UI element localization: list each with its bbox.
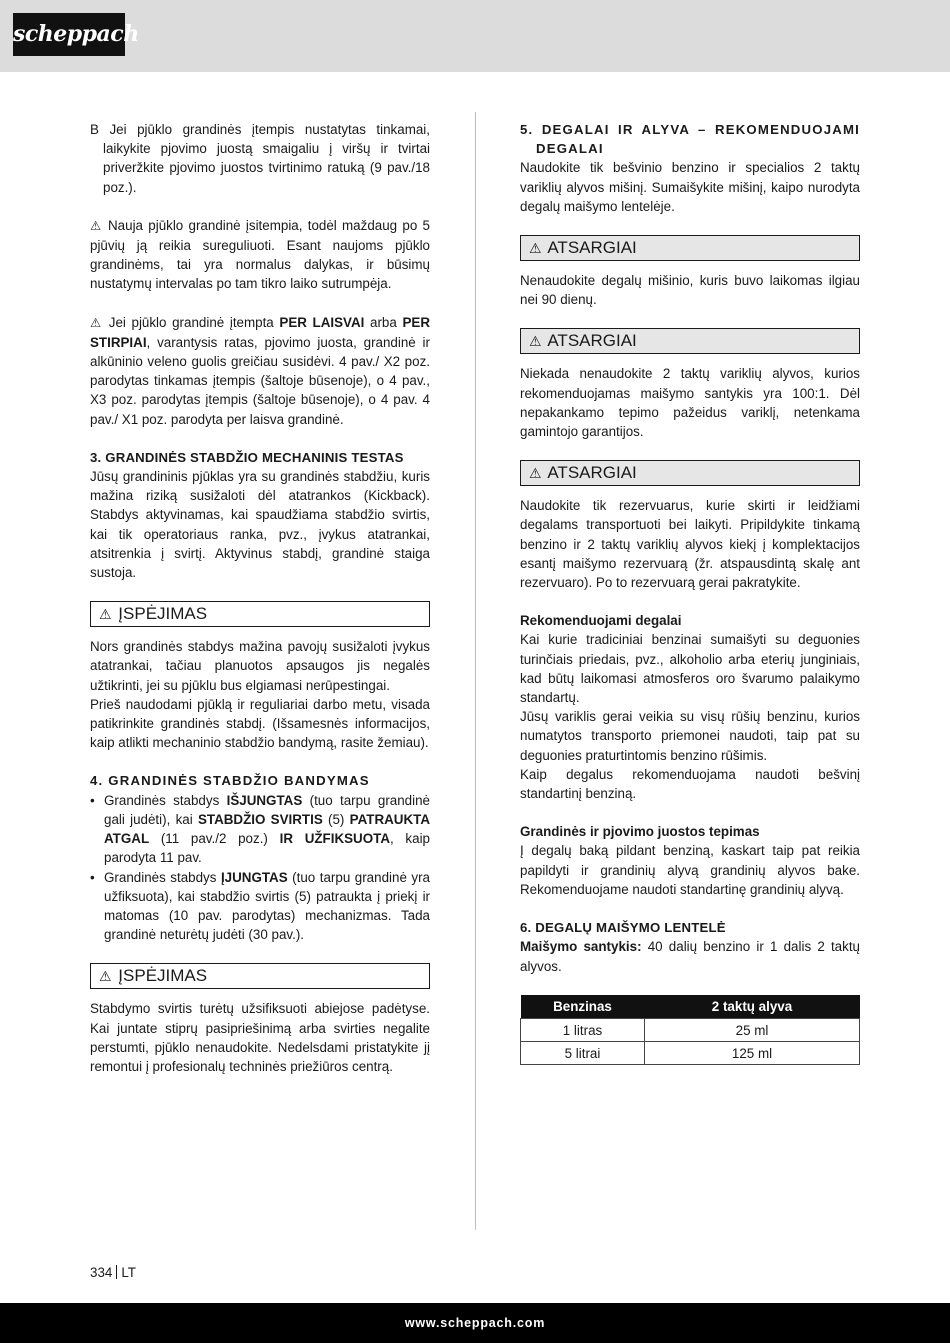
scheppach-logo: scheppach [13, 13, 125, 56]
section-6-title: 6. DEGALŲ MAIŠYMO LENTELĖ [520, 920, 726, 936]
warning-box-1 [90, 601, 430, 627]
warning-2-body: Stabdymo svirtis turėtų užsifiksuoti abiejose padėtyse. Kai juntate stiprų pasipriešinimą arba svirties negalite perstumti, pjūklo nenaudokite. Nedelsdami pristatykite jį remontui į profesionalų techninės priežiūros centrą. [90, 1001, 430, 1074]
language-code: LT [121, 1265, 136, 1280]
section-5-body: Naudokite tik bešvinio benzino ir specialios 2 taktų variklių alyvos mišinį. Sumaišykite mišinį, kaipo nurodyta degalų maišymo lentelėje. [520, 160, 860, 214]
page-number-separator [116, 1265, 117, 1279]
footer-url[interactable]: www.scheppach.com [404, 1316, 546, 1330]
list-text: Grandinės stabdys [104, 869, 221, 885]
caution-box-2 [520, 328, 860, 354]
fuel-body-2: Jūsų variklis gerai veikia su visų rūšių benzinu, kurios numatytos transporto priemonei naudoti, taip pat su deguonies praturtintomis benzino rūšimis. [520, 709, 860, 763]
warning-triangle-icon: ⚠ [90, 315, 104, 330]
section-4-title: 4. GRANDINĖS STABDŽIO BANDYMAS [90, 773, 370, 789]
note-tension-bold-2: PER STIRPIAI [90, 314, 430, 350]
table-row [521, 1019, 860, 1042]
list-text: , kaip parodyta 11 pav. [104, 831, 430, 866]
right-column [520, 120, 860, 1065]
warning-triangle-icon: ⚠ [529, 465, 542, 482]
warning-box-2 [90, 963, 430, 989]
caution-box-title: ATSARGIAI [547, 238, 637, 258]
note-tension [90, 313, 430, 429]
oil-subtitle: Grandinės ir pjovimo juostos tepimas [520, 824, 760, 840]
table-cell: 25 ml [645, 1019, 860, 1042]
caution-2-body: Niekada nenaudokite 2 taktų variklių alyvos, kurios rekomenduojamas maišymo santykis yra 100:1. Dėl nepakankamo tepimo pažeidus variklį, netenkama gamintojo garantijos. [520, 366, 860, 440]
mixing-table [520, 995, 860, 1066]
list-item [90, 868, 430, 945]
caution-box-title: ATSARGIAI [547, 463, 637, 483]
section-3-title: 3. GRANDINĖS STABDŽIO MECHANINIS TESTAS [90, 449, 404, 465]
warning-1-body-2: Prieš naudodami pjūklą ir reguliariai darbo metu, visada patikrinkite grandinės stabdį. (Išsamesnės informacijos, kaip atlikti mechaninio stabdžio bandymą, rasite žemiau). [90, 696, 430, 751]
fuel-body-1: Kai kurie tradiciniai benzinai sumaišyti su deguonies turinčiais priedais, pvz., alkoholio arba eterių junginiais, kad būtų laikomasi atmosferos oro švarumo palaikymo standartų. [520, 632, 860, 706]
note-tension-bold-1: PER LAISVAI [279, 314, 365, 330]
mix-ratio [520, 937, 860, 975]
section-5-title: 5. DEGALAI IR ALYVA – REKOMENDUOJAMI DEGALAI [520, 122, 860, 157]
section-4-list [90, 791, 430, 945]
caution-box-3 [520, 460, 860, 486]
list-text: (5) [322, 811, 350, 827]
caution-box-1 [520, 235, 860, 261]
table-cell: 1 litras [521, 1019, 645, 1042]
caution-3-body: Naudokite tik rezervuarus, kurie skirti ir leidžiami degalams transportuoti bei laikyti. Pripildykite tinkamą benzino ir 2 taktų variklių alyvos kiekį į komplektacijos esantį maišymo rezervuarą (žr. atspausdintą skalę ant rezervuaro). Po to rezervuarą gerai pakratykite. [520, 498, 860, 591]
table-row [521, 1042, 860, 1065]
left-column [90, 120, 430, 1076]
warning-box-title: ĮSPĖJIMAS [118, 604, 208, 624]
page-footer [0, 1303, 950, 1343]
list-bold: IR UŽFIKSUOTA [279, 831, 390, 847]
oil-body: Į degalų baką pildant benziną, kaskart taip pat reikia papildyti ir grandinių alyvą grandinių alyvos bake. Rekomenduojame naudoti standartinę grandinių alyvą. [520, 843, 860, 897]
warning-box-title: ĮSPĖJIMAS [118, 966, 208, 986]
warning-triangle-icon: ⚠ [99, 606, 112, 623]
list-text: (11 pav./2 poz.) [149, 831, 280, 847]
caution-1-body: Nenaudokite degalų mišinio, kuris buvo laikomas ilgiau nei 90 dienų. [520, 273, 860, 308]
table-cell: 5 litrai [521, 1042, 645, 1065]
list-item [90, 791, 430, 868]
list-text: Grandinės stabdys [104, 792, 227, 808]
note-new-chain [90, 216, 430, 294]
page-header [0, 0, 950, 72]
list-bold: PATRAUKTA ATGAL [104, 811, 430, 847]
page-number [90, 1265, 136, 1280]
list-bold: STABDŽIO SVIRTIS [197, 811, 323, 827]
warning-1-body-1: Nors grandinės stabdys mažina pavojų susižaloti įvykus atatrankai, tačiau planuotos apsaugos jis negalės užtikrinti, jei su pjūklu bus elgiamasi nerūpestingai. [90, 639, 430, 693]
section-3-body: Jūsų grandininis pjūklas yra su grandinės stabdžiu, kuris mažina riziką susižaloti dėl atatrankos (Kickback). Stabdys aktyvinamas, kai spaudžiama stabdžio svirtis, kai tik operatoriaus ranka, pvz., įvykus atatrankai, atsitrenkia į svirtį. Aktyvinus stabdį, grandinė staiga sustoja. [90, 469, 430, 581]
table-cell: 125 ml [645, 1042, 860, 1065]
note-tension-text: arba [364, 314, 403, 330]
warning-triangle-icon: ⚠ [529, 240, 542, 257]
warning-triangle-icon: ⚠ [529, 333, 542, 350]
fuel-subtitle: Rekomenduojami degalai [520, 613, 682, 629]
caution-box-title: ATSARGIAI [547, 331, 637, 351]
table-header-cell: 2 taktų alyva [645, 995, 860, 1019]
column-divider [475, 112, 476, 1230]
note-tension-text: Jei pjūklo grandinė įtempta [108, 314, 280, 330]
warning-triangle-icon: ⚠ [90, 218, 103, 233]
mix-ratio-text: 40 dalių benzino ir 1 dalis 2 taktų alyvos. [520, 939, 860, 974]
note-new-chain-text: Nauja pjūklo grandinė įsitempia, todėl maždaug po 5 pjūvių ją reikia sureguliuoti. Esant naujoms pjūklo grandinėms, tai yra normalus dalykas, ir būsimų nustatymų intervalas po tam tikro laiko sutrumpėja. [90, 217, 430, 292]
list-text: (tuo tarpu grandinė yra užfiksuota), kai stabdžio svirtis (5) patraukta į priekį ir matomas (10 pav. parodytas) mechanizmas. Tada grandinė neturėtų judėti (30 pav.). [104, 869, 431, 943]
list-bold: IŠJUNGTAS [226, 792, 303, 808]
paragraph-b: B Jei pjūklo grandinės įtempis nustatytas tinkamai, laikykite pjovimo juostą smaigaliu į viršų ir tvirtai priveržkite pjovimo juostos tvirtinimo ratuką (9 pav./18 poz.). [90, 122, 430, 195]
table-header-row [521, 995, 860, 1019]
table-header-cell: Benzinas [521, 995, 645, 1019]
note-tension-text: , varantysis ratas, pjovimo juosta, grandinė ir alkūninio veleno guolis greičiau susidėvi. 4 pav./ X2 poz. parodytas tinkamas įtempis (šaltoje būsenoje), o 4 pav., X3 poz. parodytas įtempis (šaltoje būsenoje), o 4 pav. 4 pav./ X1 poz. parodyta per laisva grandinė. [90, 334, 430, 427]
list-bold: ĮJUNGTAS [220, 869, 288, 885]
warning-triangle-icon: ⚠ [99, 968, 112, 985]
page-number-value: 334 [90, 1265, 113, 1280]
fuel-body-3: Kaip degalus rekomenduojama naudoti bešvinį standartinį benziną. [520, 766, 860, 802]
list-text: (tuo tarpu grandinė gali judėti), kai [104, 792, 430, 827]
mix-ratio-label: Maišymo santykis: [520, 939, 642, 955]
